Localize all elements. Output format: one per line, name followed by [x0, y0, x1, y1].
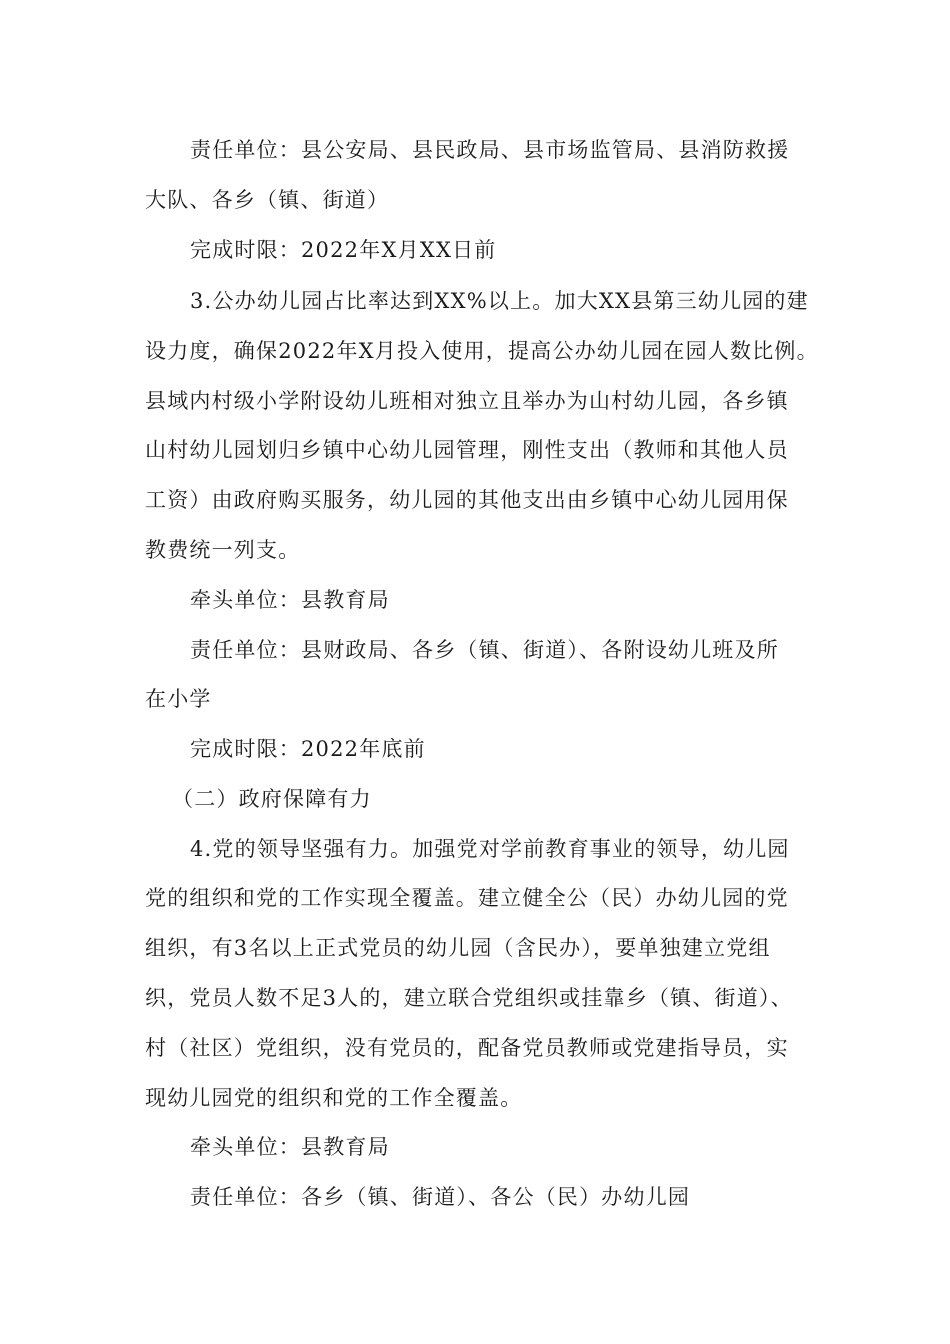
item-3-body-line: 县域内村级小学附设幼儿班相对独立且举办为山村幼儿园，各乡镇	[145, 389, 789, 413]
item-3-body-line: 工资）由政府购买服务，幼儿园的其他支出由乡镇中心幼儿园用保	[145, 488, 789, 512]
item-4-body-line: 现幼儿园党的组织和党的工作全覆盖。	[145, 1086, 523, 1110]
item-4-body-line: 织，党员人数不足3人的，建立联合党组织或挂靠乡（镇、街道）、	[145, 986, 793, 1010]
deadline-line: 完成时限：2022年底前	[190, 737, 426, 761]
responsible-units-line: 责任单位：各乡（镇、街道）、各公（民）办幼儿园	[190, 1185, 691, 1209]
responsible-units-continuation: 在小学	[145, 687, 212, 711]
item-3-body-line: 教费统一列支。	[145, 538, 301, 562]
item-3-heading-line: 3.公办幼儿园占比率达到XX%以上。加大XX县第三幼儿园的建	[190, 289, 809, 313]
item-3-body-line: 设力度，确保2022年X月投入使用，提高公办幼儿园在园人数比例。	[145, 339, 819, 363]
responsible-units-continuation: 大队、各乡（镇、街道）	[145, 188, 390, 212]
item-4-heading-line: 4.党的领导坚强有力。加强党对学前教育事业的领导，幼儿园	[190, 837, 790, 861]
deadline-line: 完成时限：2022年X月XX日前	[190, 238, 497, 262]
item-3-body-line: 山村幼儿园划归乡镇中心幼儿园管理，刚性支出（教师和其他人员	[145, 438, 789, 462]
lead-unit-line: 牵头单位：县教育局	[190, 1135, 390, 1159]
responsible-units-line: 责任单位：县财政局、各乡（镇、街道）、各附设幼儿班及所	[190, 638, 779, 662]
section-heading: （二）政府保障有力	[172, 787, 372, 811]
item-4-body-line: 党的组织和党的工作实现全覆盖。建立健全公（民）办幼儿园的党	[145, 886, 789, 910]
item-4-body-line: 组织，有3名以上正式党员的幼儿园（含民办），要单独建立党组	[145, 936, 771, 960]
item-4-body-line: 村（社区）党组织，没有党员的，配备党员教师或党建指导员，实	[145, 1036, 789, 1060]
responsible-units-line: 责任单位：县公安局、县民政局、县市场监管局、县消防救援	[190, 138, 790, 162]
lead-unit-line: 牵头单位：县教育局	[190, 588, 390, 612]
